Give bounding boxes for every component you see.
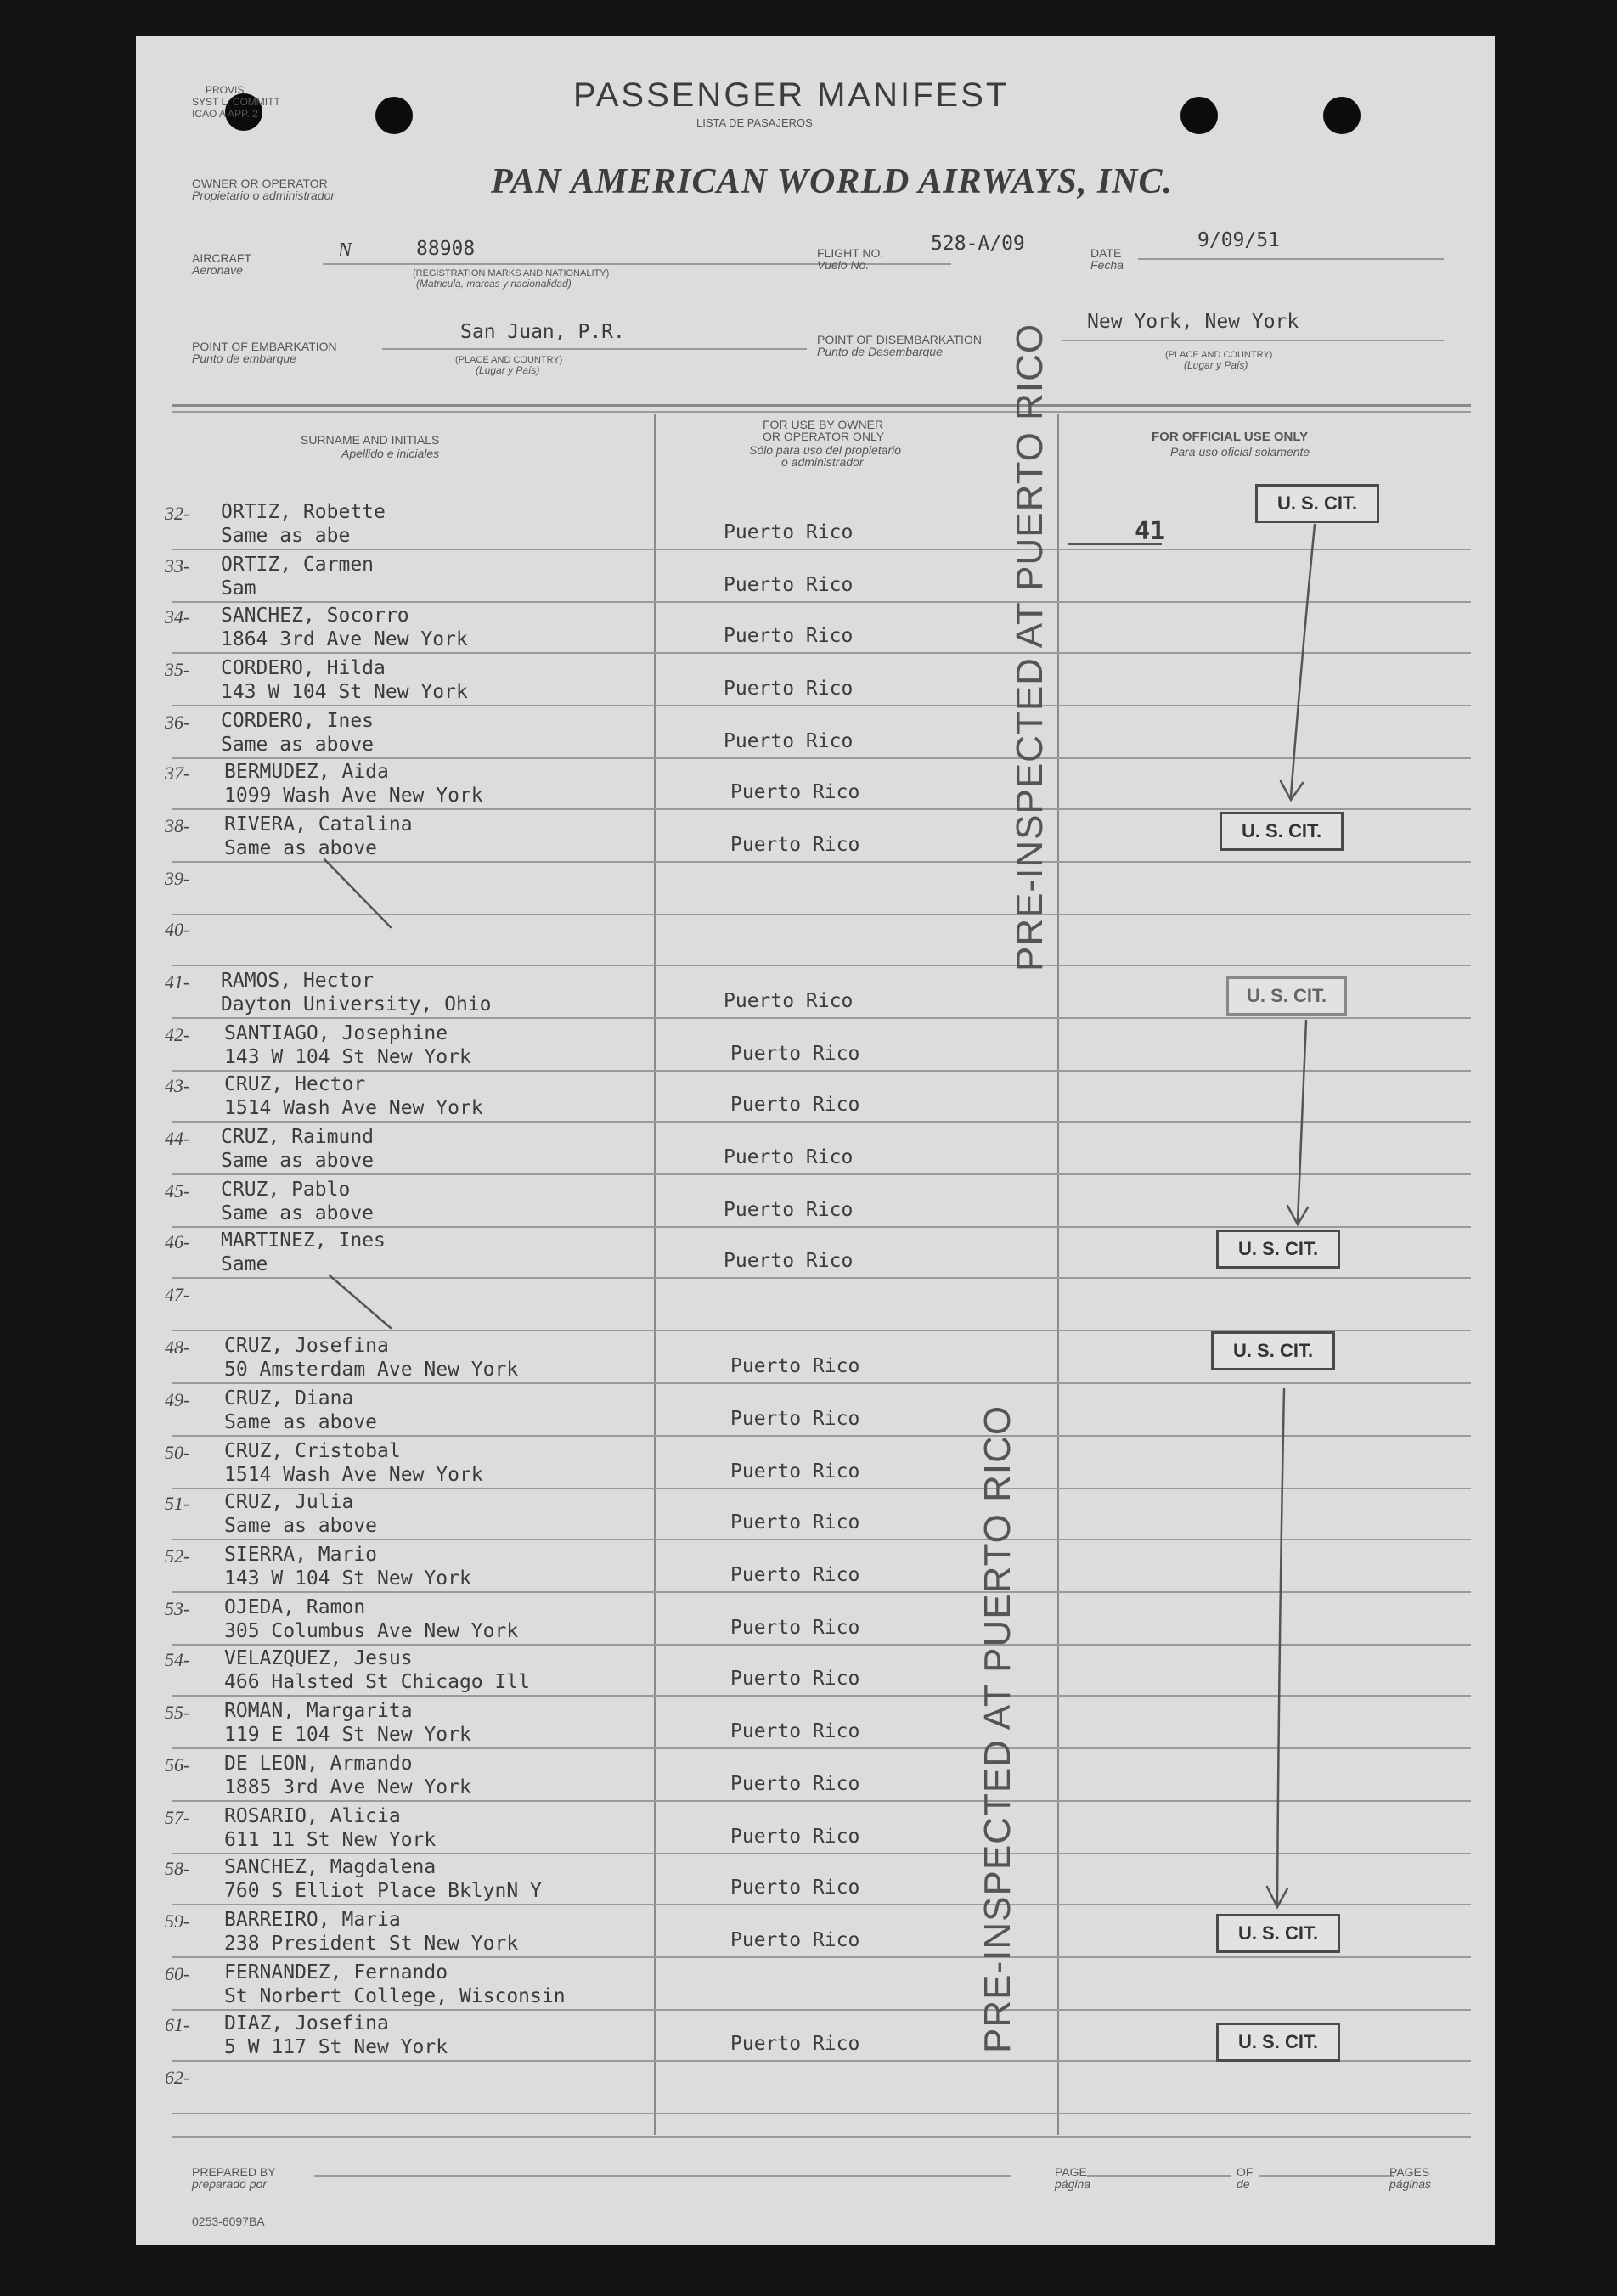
embark-label-es: Punto de embarque [192,352,296,365]
pages-label-es: páginas [1389,2177,1432,2191]
passenger-address: 143 W 104 St New York [224,1567,471,1590]
passenger-name: ROMAN, Margarita [224,1700,413,1722]
form-code: 0253-6097BA [192,2214,265,2228]
passenger-address: Dayton University, Ohio [221,993,492,1016]
passenger-address: 143 W 104 St New York [224,1046,471,1068]
arrow-2-line [1298,1021,1306,1221]
passenger-name: CRUZ, Pablo [221,1179,351,1201]
passenger-country: Puerto Rico [724,574,854,596]
owner-value: PAN AMERICAN WORLD AIRWAYS, INC. [491,162,1174,201]
passenger-country: Puerto Rico [730,1460,860,1483]
row-number: 58- [165,1858,190,1879]
row-number: 40- [165,919,190,940]
embark-place-note-es: (Lugar y País) [476,364,540,376]
passenger-name: CRUZ, Julia [224,1491,354,1513]
passenger-name: CORDERO, Ines [221,710,375,732]
registration-note-es: (Matricula, marcas y nacionalidad) [416,278,572,290]
passenger-address: Same as above [221,1202,375,1224]
passenger-name: VELAZQUEZ, Jesus [224,1647,413,1669]
passenger-address: 466 Halsted St Chicago Ill [224,1671,531,1693]
col2-header-2: OR OPERATOR ONLY [763,430,885,443]
passenger-country: Puerto Rico [724,1146,854,1168]
corner-line-2: SYST L. COMMITT [192,96,280,108]
form-subtitle: LISTA DE PASAJEROS [696,116,813,129]
row-number: 41- [165,971,190,993]
passenger-country: Puerto Rico [730,1877,860,1899]
passenger-country: Puerto Rico [730,1043,860,1065]
passenger-name: SANTIAGO, Josephine [224,1022,448,1044]
passenger-address: Sam [221,577,256,599]
corner-line-1: PROVIS [206,84,245,96]
row-number: 50- [165,1442,190,1463]
passenger-name: MARTINEZ, Ines [221,1230,386,1252]
arrow-3-line [1277,1389,1284,1904]
of-label-es: de [1237,2177,1250,2191]
passenger-address: 119 E 104 St New York [224,1724,471,1746]
flight-label: FLIGHT NO. [817,246,884,260]
passenger-name: CRUZ, Raimund [221,1126,375,1148]
passenger-country: Puerto Rico [724,678,854,700]
form-title: PASSENGER MANIFEST [573,76,1010,114]
date-label: DATE [1090,246,1122,260]
embark-value: San Juan, P.R. [460,321,625,343]
footer-rule [172,2136,1471,2138]
col2-header-es-1: Sólo para uso del propietario [749,443,902,457]
passenger-country: Puerto Rico [724,990,854,1012]
passenger-address: 1514 Wash Ave New York [224,1464,483,1486]
passenger-country: Puerto Rico [724,625,854,647]
row-number: 34- [165,606,190,627]
us-cit-stamp-5: U. S. CIT. [1211,1331,1335,1370]
of-label: OF [1237,2165,1254,2179]
aircraft-label: AIRCRAFT [192,251,251,265]
passenger-name: SANCHEZ, Magdalena [224,1856,437,1878]
row-number: 44- [165,1128,190,1149]
passenger-address: Same as abe [221,525,351,547]
passenger-country: Puerto Rico [724,521,854,543]
us-cit-stamp-1: U. S. CIT. [1255,484,1379,523]
passenger-country: Puerto Rico [724,1250,854,1272]
pre-inspected-stamp-bottom: PRE-INSPECTED AT PUERTO RICO [977,1404,1018,2053]
disembark-place-note: (PLACE AND COUNTRY) [1165,350,1273,360]
passenger-country: Puerto Rico [724,1199,854,1221]
of-underline [1259,2175,1394,2177]
passenger-address: Same as above [224,1515,378,1537]
passenger-address: St Norbert College, Wisconsin [224,1985,566,2007]
arrow-1-line [1291,525,1315,796]
passenger-name: CRUZ, Cristobal [224,1440,401,1462]
row-number: 48- [165,1337,190,1358]
pencil-annotations [136,36,1495,2245]
passenger-name: DIAZ, Josefina [224,2012,389,2034]
passenger-country: Puerto Rico [724,730,854,752]
passenger-name: OJEDA, Ramon [224,1596,366,1618]
official-count: 41 [1135,516,1166,546]
us-cit-stamp-2: U. S. CIT. [1220,812,1344,851]
passenger-country: Puerto Rico [730,1408,860,1430]
row-number: 33- [165,555,190,577]
passenger-name: RIVERA, Catalina [224,813,413,836]
embark-label: POINT OF EMBARKATION [192,340,337,353]
owner-label: OWNER OR OPERATOR [192,177,328,190]
us-cit-stamp-6: U. S. CIT. [1216,1914,1340,1953]
disembark-place-note-es: (Lugar y País) [1184,359,1248,371]
passenger-name: CORDERO, Hilda [221,657,386,679]
row-number: 59- [165,1911,190,1932]
flight-label-es: Vuelo No. [817,258,870,272]
passenger-country: Puerto Rico [730,1094,860,1116]
passenger-address: 50 Amsterdam Ave New York [224,1359,519,1381]
row-number: 35- [165,659,190,680]
row-number: 38- [165,815,190,836]
passenger-address: Same as above [224,837,378,859]
passenger-country: Puerto Rico [730,781,860,803]
aircraft-no-prefix: N [338,239,352,262]
prepared-label-es: preparado por [192,2177,267,2191]
row-number: 37- [165,763,190,784]
row-number: 54- [165,1649,190,1670]
passenger-name: FERNANDEZ, Fernando [224,1961,448,1984]
us-cit-stamp-3: U. S. CIT. [1226,976,1347,1016]
passenger-country: Puerto Rico [730,1826,860,1848]
date-value: 9/09/51 [1197,229,1280,251]
row-number: 45- [165,1180,190,1201]
passenger-address: Same as above [221,1150,375,1172]
owner-label-es: Propietario o administrador [192,189,335,202]
row-number: 55- [165,1702,190,1723]
passenger-country: Puerto Rico [730,1668,860,1690]
manifest-page [136,36,1495,2245]
row-number: 43- [165,1075,190,1096]
passenger-address: 1099 Wash Ave New York [224,785,483,807]
strike-line-1 [324,859,391,927]
row-number: 57- [165,1807,190,1828]
row-number: 56- [165,1754,190,1775]
passenger-name: CRUZ, Hector [224,1073,366,1095]
aircraft-label-es: Aeronave [192,263,243,277]
passenger-country: Puerto Rico [730,1617,860,1639]
passenger-country: Puerto Rico [730,1355,860,1377]
pre-inspected-stamp-top: PRE-INSPECTED AT PUERTO RICO [1009,323,1051,971]
passenger-address: Same as above [221,734,375,756]
pages-label: PAGES [1389,2165,1430,2179]
row-number: 53- [165,1598,190,1619]
row-number: 32- [165,503,190,524]
passenger-address: 611 11 St New York [224,1829,437,1851]
disembark-value: New York, New York [1087,311,1299,333]
col2-header-es-2: o administrador [781,455,864,469]
passenger-address: Same as above [224,1411,378,1433]
passenger-country: Puerto Rico [730,1720,860,1742]
row-number: 46- [165,1231,190,1252]
passenger-address: 1514 Wash Ave New York [224,1097,483,1119]
passenger-address: 1885 3rd Ave New York [224,1776,471,1798]
row-number: 51- [165,1493,190,1514]
row-number: 39- [165,868,190,889]
passenger-address: 1864 3rd Ave New York [221,628,468,650]
passenger-country: Puerto Rico [730,1929,860,1951]
row-number: 36- [165,712,190,733]
disembark-label-es: Punto de Desembarque [817,345,943,358]
col3-header: FOR OFFICIAL USE ONLY [1152,430,1309,444]
passenger-address: Same [221,1253,268,1275]
page-label-es: página [1055,2177,1091,2191]
row-number: 60- [165,1963,190,1984]
us-cit-stamp-7: U. S. CIT. [1216,2023,1340,2062]
passenger-name: ORTIZ, Carmen [221,554,375,576]
registration-note: (REGISTRATION MARKS AND NATIONALITY) [413,268,610,279]
strike-line-2 [330,1275,391,1328]
passenger-name: RAMOS, Hector [221,970,375,992]
passenger-name: BARREIRO, Maria [224,1909,401,1931]
flight-value: 528-A/09 [931,233,1025,255]
page-label: PAGE [1055,2165,1087,2179]
passenger-address: 238 President St New York [224,1933,519,1955]
row-number: 52- [165,1545,190,1567]
passenger-address: 760 S Elliot Place BklynN Y [224,1880,542,1902]
col3-header-es: Para uso oficial solamente [1170,445,1310,459]
row-number: 47- [165,1284,190,1305]
passenger-country: Puerto Rico [730,1773,860,1795]
row-number: 49- [165,1389,190,1410]
col1-header-es: Apellido e iniciales [341,447,440,460]
aircraft-value: 88908 [416,238,476,260]
passenger-address: 5 W 117 St New York [224,2036,448,2058]
us-cit-stamp-4: U. S. CIT. [1216,1230,1340,1269]
col1-header: SURNAME AND INITIALS [301,433,440,447]
passenger-name: CRUZ, Josefina [224,1335,389,1357]
passenger-country: Puerto Rico [730,2033,860,2055]
passenger-country: Puerto Rico [730,1511,860,1533]
passenger-country: Puerto Rico [730,1564,860,1586]
date-label-es: Fecha [1090,258,1124,272]
passenger-name: CRUZ, Diana [224,1387,354,1410]
disembark-label: POINT OF DISEMBARKATION [817,333,982,346]
passenger-name: SIERRA, Mario [224,1544,378,1566]
prepared-label: PREPARED BY [192,2165,276,2179]
passenger-address: 143 W 104 St New York [221,681,468,703]
prepared-underline [314,2175,1011,2177]
embark-place-note: (PLACE AND COUNTRY) [455,355,563,365]
passenger-name: BERMUDEZ, Aida [224,761,389,783]
corner-line-3: ICAO A APP. 2 [192,108,258,120]
passenger-address: 305 Columbus Ave New York [224,1620,519,1642]
row-number: 42- [165,1024,190,1045]
page-underline [1087,2175,1231,2177]
row-number: 61- [165,2014,190,2035]
passenger-country: Puerto Rico [730,834,860,856]
passenger-name: DE LEON, Armando [224,1753,413,1775]
col2-header-1: FOR USE BY OWNER [763,418,884,431]
row-number: 62- [165,2067,190,2088]
passenger-name: ORTIZ, Robette [221,501,386,523]
passenger-name: ROSARIO, Alicia [224,1805,401,1827]
passenger-name: SANCHEZ, Socorro [221,605,409,627]
